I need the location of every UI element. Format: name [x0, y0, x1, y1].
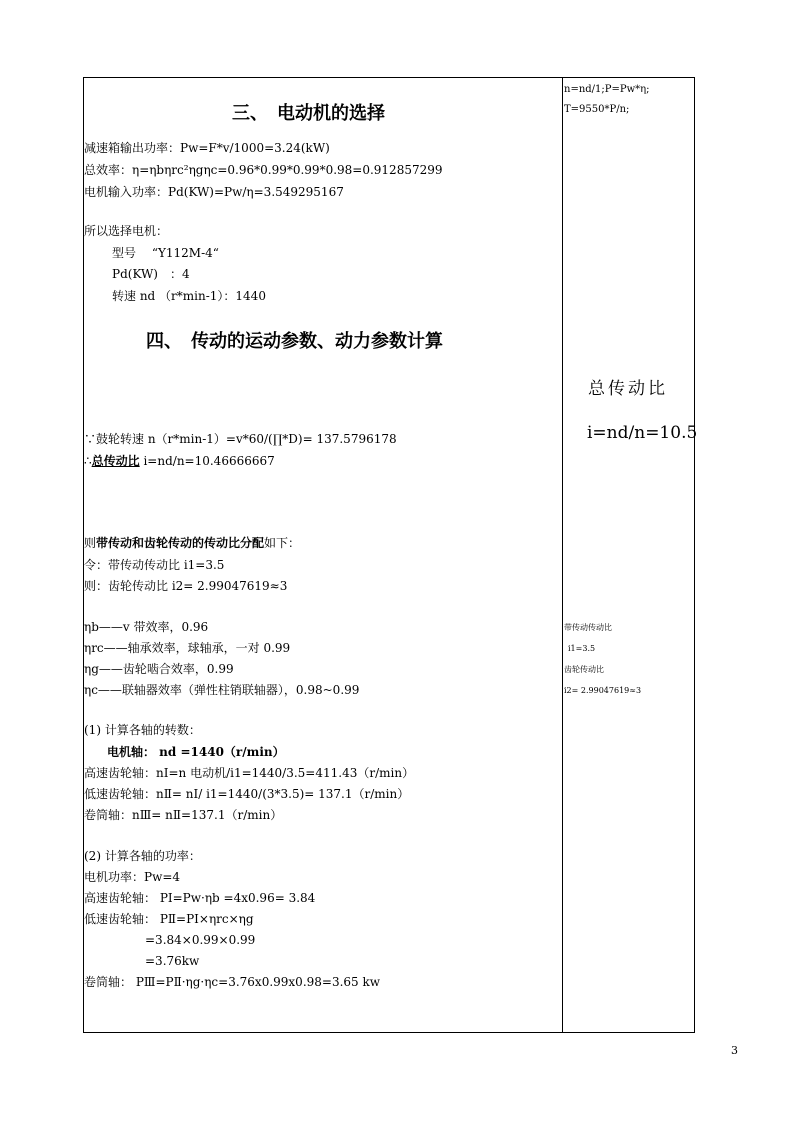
gear-ratio-line: 则：齿轮传动比 i2= 2.99047619≈3: [84, 579, 288, 593]
low-speed-shaft-speed: 低速齿轮轴：nⅡ= nⅠ/ i1=1440/(3*3.5)= 137.1（r/min）: [84, 787, 410, 801]
side-formula-2: T=9550*P/n;: [564, 104, 630, 115]
motor-shaft-speed: 电机轴： nd =1440（r/min）: [107, 745, 285, 759]
drum-speed-line: ∵鼓轮转速 n（r*min-1）=v*60/(∏*D)= 137.5796178: [84, 432, 397, 446]
motor-speed-line: 转速 nd （r*min-1）：1440: [112, 289, 266, 303]
side-gear-ratio-label: 齿轮传动比: [564, 665, 604, 674]
motor-power-line: Pd(KW) ：4: [112, 267, 190, 281]
low-speed-shaft-power-step2: =3.84×0.99×0.99: [145, 933, 256, 947]
coupling-efficiency-line: ηc——联轴器效率（弹性柱销联轴器），0.98~0.99: [84, 683, 360, 697]
side-formula-1: n=nd/1;P=Pw*η;: [564, 84, 650, 95]
motor-model-line: 型号 “Y112M-4“: [112, 246, 219, 260]
belt-ratio-line: 令：带传动传动比 i1=3.5: [84, 558, 225, 572]
page-number: 3: [731, 1044, 738, 1057]
side-belt-ratio-label: 带传动传动比: [564, 623, 612, 632]
select-motor-line: 所以选择电机：: [84, 224, 169, 238]
gear-efficiency-line: ηg——齿轮啮合效率，0.99: [84, 662, 234, 676]
low-speed-shaft-power: 低速齿轮轴： PⅡ=PⅠ×ηrc×ηg: [84, 912, 254, 926]
low-speed-shaft-power-step3: =3.76kw: [145, 954, 200, 968]
motor-power-value: 电机功率：Pw=4: [84, 870, 181, 884]
therefore-symbol: ∴: [84, 454, 92, 468]
power-calc-title: (2) 计算各轴的功率：: [84, 849, 201, 863]
total-ratio-value: i=nd/n=10.46666667: [139, 454, 275, 468]
high-speed-shaft-power: 高速齿轮轴： PⅠ=Pw·ηb =4x0.96= 3.84: [84, 891, 316, 905]
speed-calc-title: (1) 计算各轴的转数：: [84, 723, 201, 737]
column-divider: [562, 77, 563, 1033]
alloc-label: 带传动和齿轮传动的传动比分配: [96, 536, 265, 550]
alloc-prefix: 则: [84, 536, 97, 550]
drum-shaft-speed: 卷筒轴：nⅢ= nⅡ=137.1（r/min）: [84, 808, 283, 822]
total-ratio-label: 总传动比: [91, 454, 140, 468]
total-ratio-line: [84, 453, 275, 469]
bearing-efficiency-line: ηrc——轴承效率，球轴承，一对 0.99: [84, 641, 291, 655]
side-total-ratio-value: i=nd/n=10.5: [587, 423, 698, 443]
side-total-ratio-label: 总传动比: [588, 379, 668, 399]
high-speed-shaft-speed: 高速齿轮轴：nⅠ=n 电动机/i1=1440/3.5=411.43（r/min）: [84, 766, 415, 780]
ratio-allocation-line: [84, 535, 300, 551]
side-belt-ratio-value: i1=3.5: [568, 644, 596, 653]
section-3-title: 三、 电动机的选择: [232, 103, 385, 124]
input-power-line: 电机输入功率：Pd(KW)=Pw/η=3.549295167: [84, 185, 344, 199]
section-4-title: 四、 传动的运动参数、动力参数计算: [146, 331, 443, 352]
belt-efficiency-line: ηb——v 带效率，0.96: [84, 620, 209, 634]
efficiency-line: 总效率：η=ηbηrc²ηgηc=0.96*0.99*0.99*0.98=0.912857299: [84, 163, 443, 177]
side-gear-ratio-value: i2= 2.99047619≈3: [564, 686, 642, 695]
output-power-line: 减速箱输出功率：Pw=F*v/1000=3.24(kW): [84, 141, 330, 155]
alloc-suffix: 如下：: [264, 536, 301, 550]
drum-shaft-power: 卷筒轴： PⅢ=PⅡ·ηg·ηc=3.76x0.99x0.98=3.65 kw: [84, 975, 381, 989]
